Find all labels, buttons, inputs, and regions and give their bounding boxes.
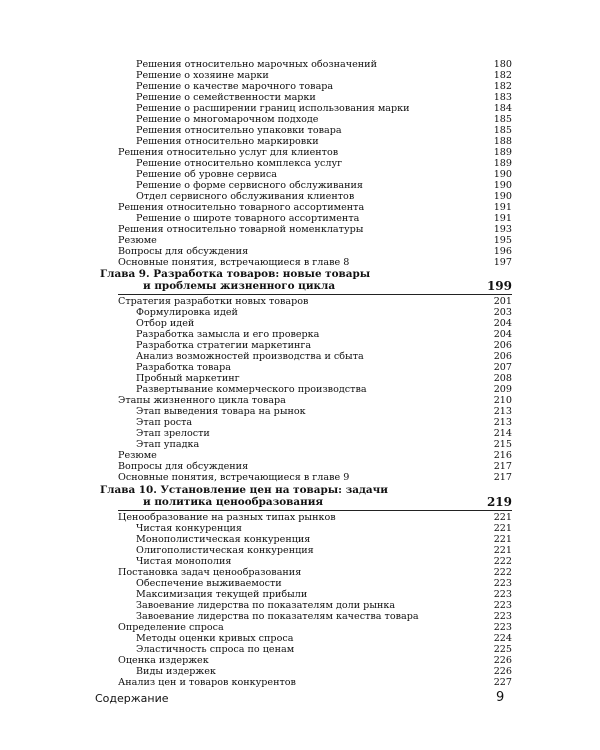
toc-entry-page: 207 bbox=[493, 362, 512, 373]
toc-entry-title: Олигополистическая конкуренция bbox=[136, 545, 314, 556]
toc-entry bbox=[136, 633, 512, 644]
toc-entry-page: 217 bbox=[493, 461, 512, 472]
toc-entry-title: Развертывание коммерческого производства bbox=[136, 384, 367, 395]
toc-entry-page: 216 bbox=[493, 450, 512, 461]
toc-entry-title: Стратегия разработки новых товаров bbox=[118, 296, 309, 307]
toc-entry-page: 223 bbox=[493, 600, 512, 611]
toc-entry-title: Решение о форме сервисного обслуживания bbox=[136, 180, 363, 191]
toc-entry-title: Чистая конкуренция bbox=[136, 523, 242, 534]
toc-entry-title: Вопросы для обсуждения bbox=[118, 246, 249, 257]
toc-entry-title: Основные понятия, встречающиеся в главе 9 bbox=[118, 472, 350, 483]
toc-entry-title: Ценообразование на разных типах рынков bbox=[118, 512, 336, 523]
toc-entry bbox=[136, 556, 512, 567]
toc-entry-title: Этапы жизненного цикла товара bbox=[118, 395, 286, 406]
toc-entry-page: 182 bbox=[493, 70, 512, 81]
toc-entry-title: Решение о хозяине марки bbox=[136, 70, 269, 81]
toc-entry bbox=[136, 589, 512, 600]
toc-entry bbox=[118, 147, 512, 158]
toc-entry-title: Завоевание лидерства по показателям доли рынка bbox=[136, 600, 396, 611]
toc-entry bbox=[136, 373, 512, 384]
chapter-heading bbox=[143, 497, 512, 510]
toc-entry-page: 223 bbox=[493, 611, 512, 622]
toc-entry bbox=[118, 235, 512, 246]
toc-entry-title: Анализ цен и товаров конкурентов bbox=[118, 677, 296, 688]
toc-entry-title: Оценка издержек bbox=[118, 655, 209, 666]
toc-entry bbox=[136, 384, 512, 395]
toc-entry bbox=[136, 169, 512, 180]
toc-entry-title: Решение о расширении границ использования марки bbox=[136, 103, 410, 114]
toc-entry-page: 214 bbox=[493, 428, 512, 439]
toc-entry bbox=[136, 611, 512, 622]
toc-entry-title: Определение спроса bbox=[118, 622, 224, 633]
toc-entry-page: 227 bbox=[493, 677, 512, 688]
toc-entry bbox=[118, 450, 512, 461]
toc-entry bbox=[136, 439, 512, 450]
toc-entry-page: 191 bbox=[493, 213, 512, 224]
toc-entry-page: 204 bbox=[493, 318, 512, 329]
toc-entry-page: 191 bbox=[493, 202, 512, 213]
toc-entry-page: 222 bbox=[493, 567, 512, 578]
toc-entry-title: Разработка стратегии маркетинга bbox=[136, 340, 312, 351]
toc-entry-page: 213 bbox=[493, 406, 512, 417]
toc-entry-title: Этап упадка bbox=[136, 439, 200, 450]
toc-entry-title: Пробный маркетинг bbox=[136, 373, 240, 384]
toc-entry-title: Формулировка идей bbox=[136, 307, 238, 318]
toc-entry bbox=[136, 213, 512, 224]
chapter-heading bbox=[143, 281, 512, 294]
toc-entry-title: Этап выведения товара на рынок bbox=[136, 406, 306, 417]
toc-entry-title: Завоевание лидерства по показателям качества товара bbox=[136, 611, 419, 622]
toc-entry bbox=[136, 534, 512, 545]
toc-entry-title: Решение о качестве марочного товара bbox=[136, 81, 334, 92]
toc-entry-title: Резюме bbox=[118, 450, 157, 461]
toc-entry-title: Решение о семейственности марки bbox=[136, 92, 316, 103]
toc-entry bbox=[118, 257, 512, 268]
toc-entry-title: Решение о широте товарного ассортимента bbox=[136, 213, 360, 224]
toc-entry-page: 182 bbox=[493, 81, 512, 92]
toc-entry-title: Чистая монополия bbox=[136, 556, 232, 567]
toc-entry bbox=[136, 158, 512, 169]
toc-entry-page: 190 bbox=[493, 180, 512, 191]
toc-entry-page: 204 bbox=[493, 329, 512, 340]
toc-entry-page: 215 bbox=[493, 439, 512, 450]
toc-entry bbox=[136, 180, 512, 191]
toc-entry bbox=[136, 307, 512, 318]
toc-entry bbox=[136, 340, 512, 351]
toc-entry bbox=[136, 545, 512, 556]
toc-entry-page: 223 bbox=[493, 622, 512, 633]
toc-entry-title: Анализ возможностей производства и сбыта bbox=[136, 351, 364, 362]
toc-entry bbox=[136, 666, 512, 677]
toc-entry bbox=[118, 246, 512, 257]
toc-entry bbox=[136, 70, 512, 81]
toc-entry bbox=[118, 395, 512, 406]
toc-entry-page: 210 bbox=[493, 395, 512, 406]
toc-entry bbox=[118, 461, 512, 472]
chapter-title: Глава 10. Установление цен на товары: задачи bbox=[100, 484, 388, 496]
toc-entry bbox=[136, 351, 512, 362]
chapter-heading bbox=[100, 269, 512, 280]
toc-entry-page: 223 bbox=[493, 578, 512, 589]
chapter-title: и проблемы жизненного цикла bbox=[143, 280, 336, 292]
toc-entry-title: Разработка замысла и его проверка bbox=[136, 329, 320, 340]
toc-entry-title: Этап роста bbox=[136, 417, 193, 428]
chapter-title: и политика ценообразования bbox=[143, 496, 324, 508]
toc-entry-title: Решения относительно марочных обозначений bbox=[136, 59, 377, 70]
toc-entry bbox=[136, 191, 512, 202]
toc-entry-title: Резюме bbox=[118, 235, 157, 246]
toc-entry bbox=[136, 329, 512, 340]
toc-entry-page: 213 bbox=[493, 417, 512, 428]
toc-entry-page: 180 bbox=[493, 59, 512, 70]
toc-entry bbox=[118, 296, 512, 307]
toc-entry-page: 208 bbox=[493, 373, 512, 384]
toc-entry-page: 221 bbox=[493, 523, 512, 534]
toc-entry-page: 197 bbox=[493, 257, 512, 268]
toc-entry-page: 206 bbox=[493, 351, 512, 362]
toc-entry bbox=[118, 622, 512, 633]
toc-entry bbox=[118, 472, 512, 483]
toc-entry-title: Решения относительно товарного ассортимента bbox=[118, 202, 365, 213]
toc-entry-page: 221 bbox=[493, 534, 512, 545]
toc-entry bbox=[118, 567, 512, 578]
toc-entry bbox=[136, 114, 512, 125]
toc-entry-page: 190 bbox=[493, 191, 512, 202]
toc-entry-title: Отдел сервисного обслуживания клиентов bbox=[136, 191, 355, 202]
toc-entry-page: 185 bbox=[493, 114, 512, 125]
toc-entry bbox=[136, 406, 512, 417]
toc-entry bbox=[118, 655, 512, 666]
chapter-title: Глава 9. Разработка товаров: новые товары bbox=[100, 268, 371, 280]
toc-entry-page: 222 bbox=[493, 556, 512, 567]
toc-entry-title: Эластичность спроса по ценам bbox=[136, 644, 295, 655]
toc-entry-page: 185 bbox=[493, 125, 512, 136]
toc-entry-page: 188 bbox=[493, 136, 512, 147]
toc-entry-title: Максимизация текущей прибыли bbox=[136, 589, 308, 600]
footer-section-label: Содержание bbox=[95, 692, 169, 705]
toc-entry-page: 221 bbox=[493, 512, 512, 523]
toc-entry bbox=[118, 224, 512, 235]
toc-entry-page: 225 bbox=[493, 644, 512, 655]
toc-entry bbox=[136, 428, 512, 439]
toc-entry-page: 226 bbox=[493, 666, 512, 677]
toc-entry bbox=[136, 644, 512, 655]
toc-entry bbox=[136, 362, 512, 373]
toc-entry bbox=[136, 417, 512, 428]
toc-entry bbox=[136, 59, 512, 70]
toc-entry-title: Методы оценки кривых спроса bbox=[136, 633, 294, 644]
toc-entry-title: Решение об уровне сервиса bbox=[136, 169, 278, 180]
toc-entry-title: Виды издержек bbox=[136, 666, 216, 677]
toc-entry bbox=[136, 578, 512, 589]
toc-entry-page: 184 bbox=[493, 103, 512, 114]
toc-entry-title: Этап зрелости bbox=[136, 428, 210, 439]
toc-entry-title: Постановка задач ценообразования bbox=[118, 567, 302, 578]
toc-entry-page: 203 bbox=[493, 307, 512, 318]
toc-entry bbox=[136, 92, 512, 103]
toc-entry-title: Разработка товара bbox=[136, 362, 231, 373]
toc-entry bbox=[118, 677, 512, 688]
toc-entry bbox=[136, 600, 512, 611]
toc-entry-page: 209 bbox=[493, 384, 512, 395]
toc-entry-page: 183 bbox=[493, 92, 512, 103]
chapter-heading bbox=[100, 485, 512, 496]
toc-entry-page: 223 bbox=[493, 589, 512, 600]
chapter-page: 219 bbox=[486, 495, 512, 509]
toc-entry-page: 193 bbox=[493, 224, 512, 235]
toc-entry-page: 189 bbox=[493, 158, 512, 169]
toc-entry-page: 195 bbox=[493, 235, 512, 246]
toc-entry-page: 224 bbox=[493, 633, 512, 644]
toc-entry-page: 226 bbox=[493, 655, 512, 666]
chapter-rule bbox=[118, 294, 512, 295]
toc-entry-title: Решение о многомарочном подходе bbox=[136, 114, 319, 125]
toc-entry-title: Решения относительно товарной номенклатуры bbox=[118, 224, 364, 235]
toc-entry-page: 190 bbox=[493, 169, 512, 180]
toc-entry-title: Решения относительно услуг для клиентов bbox=[118, 147, 339, 158]
toc-entry-page: 221 bbox=[493, 545, 512, 556]
toc-entry-page: 206 bbox=[493, 340, 512, 351]
toc-entry bbox=[118, 202, 512, 213]
toc-entry-title: Монополистическая конкуренция bbox=[136, 534, 311, 545]
toc-entry-page: 201 bbox=[493, 296, 512, 307]
chapter-rule bbox=[118, 510, 512, 511]
toc-entry bbox=[136, 136, 512, 147]
toc-entry-title: Отбор идей bbox=[136, 318, 195, 329]
toc-entry bbox=[136, 125, 512, 136]
toc-entry-page: 189 bbox=[493, 147, 512, 158]
toc-entry bbox=[136, 81, 512, 92]
toc-entry-title: Решения относительно маркировки bbox=[136, 136, 319, 147]
footer-page-number: 9 bbox=[496, 690, 505, 705]
toc-entry-title: Вопросы для обсуждения bbox=[118, 461, 249, 472]
toc-entry bbox=[136, 318, 512, 329]
toc-entry-title: Основные понятия, встречающиеся в главе 8 bbox=[118, 257, 350, 268]
toc-entry-title: Решение относительно комплекса услуг bbox=[136, 158, 343, 169]
toc-entry-title: Решения относительно упаковки товара bbox=[136, 125, 342, 136]
chapter-page: 199 bbox=[486, 279, 512, 293]
toc-entry-page: 217 bbox=[493, 472, 512, 483]
toc-entry bbox=[136, 523, 512, 534]
toc-entry bbox=[118, 512, 512, 523]
toc-entry bbox=[136, 103, 512, 114]
toc-entry-page: 196 bbox=[493, 246, 512, 257]
toc-entry-title: Обеспечение выживаемости bbox=[136, 578, 282, 589]
